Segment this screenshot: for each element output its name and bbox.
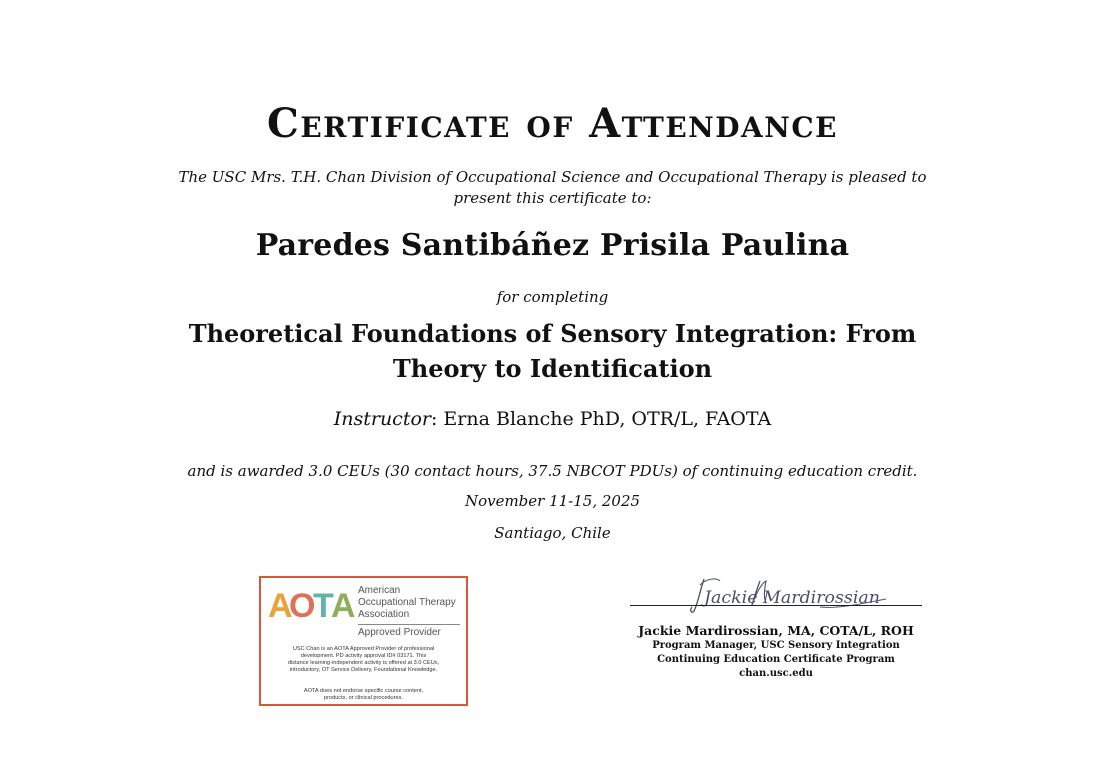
handwritten-signature xyxy=(690,573,890,615)
badge-approval-text xyxy=(267,646,460,674)
badge-disclaimer-line-2: products, or clinical procedures. xyxy=(324,695,403,701)
badge-text-line-3: distance learning-independent activity is offered at 3.0 CEUs, xyxy=(287,660,440,666)
instructor-line xyxy=(0,408,1105,430)
course-title-line-2: Theory to Identification xyxy=(392,354,713,383)
aota-logo xyxy=(267,584,357,624)
certificate-title: Certificate of Attendance xyxy=(266,100,838,147)
signatory-name: Jackie Mardirossian, MA, COTA/L, ROH xyxy=(638,623,914,638)
badge-text-line-2: development. PD activity approval ID# 03171. This xyxy=(300,653,427,659)
intro-line-2: present this certificate to: xyxy=(453,189,652,207)
aota-logo-letter-a2: A xyxy=(331,587,356,624)
badge-disclaimer-line-1: AOTA does not endorse specific course content, xyxy=(303,688,424,694)
course-title-line-1: Theoretical Foundations of Sensory Integration: From xyxy=(188,319,917,348)
signatory-website: chan.usc.edu xyxy=(739,668,813,679)
course-title xyxy=(0,316,1105,386)
aota-org-line-2: Occupational Therapy xyxy=(358,597,456,608)
aota-logo-letter-a: A xyxy=(268,587,293,624)
signatory-role-line-1: Program Manager, USC Sensory Integration xyxy=(652,640,900,651)
aota-org-name xyxy=(358,585,456,621)
instructor-name: : Erna Blanche PhD, OTR/L, FAOTA xyxy=(430,408,772,430)
aota-org-line-3: Association xyxy=(358,609,410,620)
intro-line-1: The USC Mrs. T.H. Chan Division of Occupational Science and Occupational Therapy is pleased to xyxy=(178,168,927,186)
aota-approved-provider-badge xyxy=(259,576,468,706)
signature-script: Jackie Mardirossian xyxy=(700,588,880,608)
event-dates: November 11-15, 2025 xyxy=(464,492,641,510)
signature-line xyxy=(630,605,922,606)
aota-logo-letter-t: T xyxy=(313,587,334,624)
signatory-info xyxy=(630,623,922,681)
approved-provider-label: Approved Provider xyxy=(358,627,441,638)
badge-text-line-1: USC Chan is an AOTA Approved Provider of professional xyxy=(292,646,435,652)
for-completing-text: for completing xyxy=(496,288,609,306)
certificate-intro xyxy=(0,167,1105,209)
recipient-name: Paredes Santibáñez Prisila Paulina xyxy=(255,228,850,263)
award-text: and is awarded 3.0 CEUs (30 contact hours, 37.5 NBCOT PDUs) of continuing education credit. xyxy=(187,462,918,480)
aota-logo-letter-o: O xyxy=(289,587,316,624)
instructor-label: Instructor xyxy=(333,408,431,430)
aota-org-line-1: American xyxy=(358,585,401,596)
badge-disclaimer xyxy=(267,688,460,702)
badge-text-line-4: introductory, OT Service Delivery, Foundational Knowledge. xyxy=(289,667,438,673)
badge-divider xyxy=(358,624,460,625)
event-location: Santiago, Chile xyxy=(494,524,611,542)
signatory-role-line-2: Continuing Education Certificate Program xyxy=(657,654,895,665)
